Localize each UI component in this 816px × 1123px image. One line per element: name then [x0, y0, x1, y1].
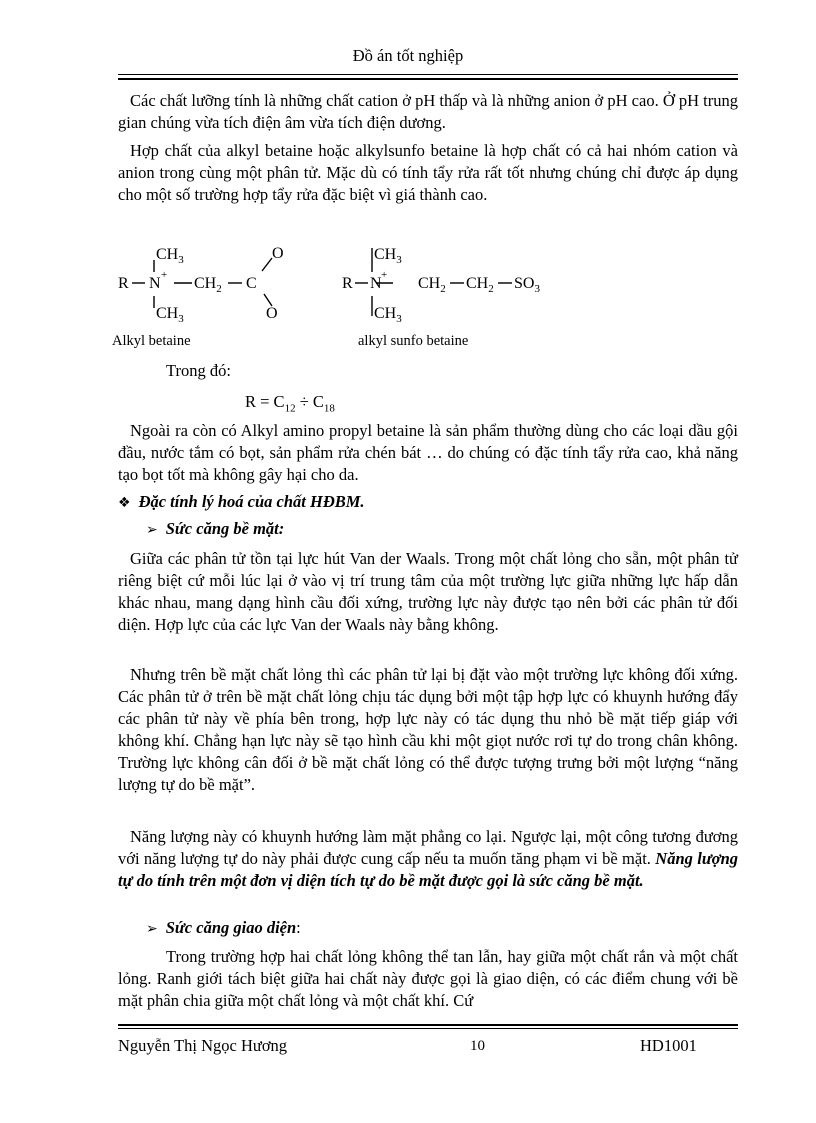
footer-page-number: 10 [470, 1038, 485, 1054]
sulfo-so3: $SO_3$ [514, 275, 540, 295]
alkyl-betaine-structure [118, 245, 284, 325]
betaine-structures-diagram [112, 238, 572, 334]
heading-interfacial-tension: ➢ Sức căng giao diện: [146, 918, 301, 937]
caption-alkyl-betaine: Alkyl betaine [112, 333, 191, 349]
paragraph-betaine-compounds: Hợp chất của alkyl betaine hoặc alkylsunfo betaine là hợp chất có cả hai nhóm cation và anion trong cùng một phân tử. Mặc dù có tính tẩy rửa rất tốt nhưng chúng chỉ được áp dụng cho một số trường hợp tẩy rửa đặc biệt vì giá thành cao. [118, 141, 738, 204]
paragraph-amphoteric: Các chất lưỡng tính là những chất cation ở pH thấp và là những anion ở pH cao. Ở pH trung gian chúng vừa tích điện âm vừa tích điện dương. [118, 91, 738, 132]
heading-physicochemical: ❖ Đặc tính lý hoá của chất HĐBM. [118, 492, 365, 511]
betaine-n: N [149, 275, 161, 292]
arrow-bullet-icon: ➢ [146, 522, 158, 538]
betaine-c: C [246, 275, 257, 292]
header-rule-thin [118, 74, 738, 75]
sulfo-ch2-second: $CH_2$ [466, 275, 494, 295]
r-range-expression: $R = C_{12} \div C_{18}$ [245, 392, 335, 415]
page-header-title: Đồ án tốt nghiệp [352, 46, 464, 65]
betaine-o-top: O [272, 245, 284, 262]
paragraph-van-der-waals: Giữa các phân tử tồn tại lực hút Van der Waals. Trong một chất lỏng cho sẵn, một phân tử riêng biệt cứ mỗi lúc lại ở vào vị trí trung tâm của một trường lực giữa những lực hấp dẫn khác nhau, mang dạng hình cầu đối xứng, trường lực này được tạo nên bởi các phân tử đối diện. Hợp lực của các lực Van der Waals này bằng không. [118, 549, 738, 634]
paragraph-surface-energy: Năng lượng này có khuynh hướng làm mặt phẳng co lại. Ngược lại, một công tương đương với năng lượng tự do này phải được cung cấp nếu ta muốn tăng phạm vi bề mặt. Năng lượng tự do tính trên một đơn vị diện tích tự do bề mặt được gọi là sức căng bề mặt. [118, 827, 739, 890]
paragraph-surface-asymmetry: Nhưng trên bề mặt chất lỏng thì các phân tử lại bị đặt vào một trường lực không đối xứng. Các phân tử ở trên bề mặt chất lỏng chịu tác dụng bởi một tập hợp lực có khuynh hướng đẩy các phân tử này về phía bên trong, hợp lực này có tác dụng thu nhỏ bề mặt tiếp giáp với không khí. Chẳng hạn lực này sẽ tạo hình cầu khi một giọt nước rơi tự do trong chân không. Trường lực không cân đối ở bề mặt chất lỏng có thể được tượng trưng bởi một lượng “năng lượng tự do bề mặt”. [118, 665, 738, 794]
footer-rule-thick [118, 1024, 738, 1026]
sulfo-r: R [342, 275, 353, 292]
bond-c-o-double [262, 258, 272, 271]
footer-code: HD1001 [640, 1036, 697, 1055]
paragraph-interface: Trong trường hợp hai chất lỏng không thể tan lẫn, hay giữa một chất rắn và một chất lỏng. Ranh giới tách biệt giữa hai chất này được gọi là giao diện, có các điểm chung với bề mặt phân chia giữa một chất lỏng và một chất khí. Cứ [118, 947, 738, 1010]
surface-tension-definition: Năng lượng tự do tính trên một đơn vị diện tích tự do bề mặt được gọi là sức căng bề mặt. [118, 849, 739, 890]
caption-alkyl-sunfo-betaine: alkyl sunfo betaine [358, 333, 469, 349]
heading-surface-tension: ➢ Sức căng bề mặt: [146, 519, 285, 538]
betaine-r: R [118, 275, 129, 292]
sulfo-n: N [370, 275, 382, 292]
sulfo-ch2-first: $CH_2$ [418, 275, 446, 295]
sulfo-ch3-bottom: $CH_3$ [374, 305, 402, 325]
where-label: Trong đó: [166, 361, 231, 380]
alkyl-sulfo-betaine-structure [342, 246, 540, 325]
betaine-charge: + [161, 269, 168, 281]
footer-author: Nguyễn Thị Ngọc Hương [118, 1036, 288, 1055]
header-rule-thick [118, 78, 738, 80]
paragraph-alkyl-amino-propyl: Ngoài ra còn có Alkyl amino propyl betaine là sản phẩm thường dùng cho các loại dầu gội đầu, nước tắm có bọt, sản phẩm rửa chén bát … do chúng có đặc tính tẩy rửa cao, khả năng tạo bọt tốt mà không gây hại cho da. [118, 421, 738, 484]
diamond-bullet-icon: ❖ [118, 495, 131, 511]
sulfo-ch3-top: $CH_3$ [374, 246, 402, 266]
footer-rule-thin [118, 1028, 738, 1029]
sulfo-charge: + [381, 269, 388, 281]
betaine-o-bottom: O [266, 305, 278, 322]
betaine-ch3-top: $CH_3$ [156, 246, 184, 266]
arrow-bullet-icon: ➢ [146, 921, 158, 937]
betaine-ch2: $CH_2$ [194, 275, 222, 295]
betaine-ch3-bottom: $CH_3$ [156, 305, 184, 325]
